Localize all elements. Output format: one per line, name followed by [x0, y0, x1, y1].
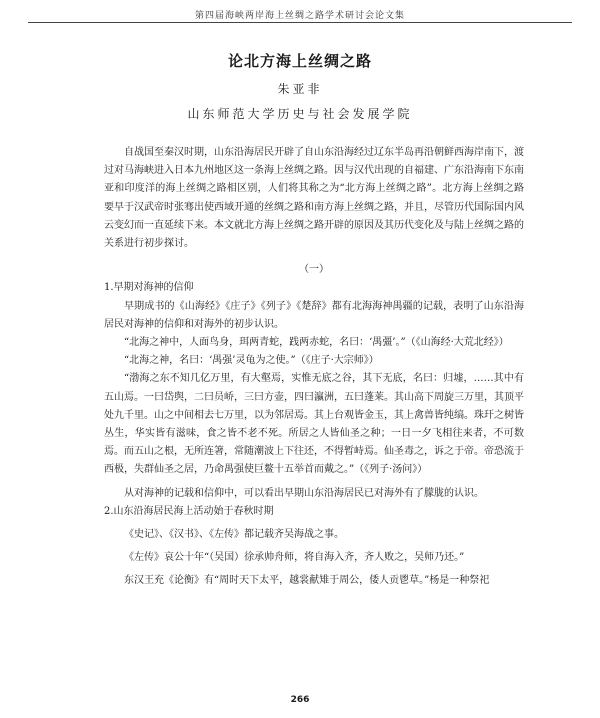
page-number: 266 [290, 695, 310, 705]
article-body [104, 144, 524, 591]
body-paragraph: 《史记》、《汉书》、《左传》都记载齐吴海战之事。 [124, 529, 344, 541]
page-title: 论北方海上丝绸之路 [227, 52, 372, 70]
quotation-paragraph: “渤海之东不知几亿万里，有大壑焉，实惟无底之谷，其下无底，名曰：归墟，……其中有五山焉。一曰岱舆，二曰员峤，三曰方壶，四曰瀛洲，五曰蓬莱。其山高下周旋三万里，其顶平处九千里。山之中间相去七万里，以为邻居焉。其上台观皆金玉，其上禽兽皆纯缟。珠玕之树皆丛生，华实皆有滋味，食之皆不老不死。所居之人皆仙圣之种；一日一夕飞相往来者，不可数焉。而五山之根，无所连箸，常随潮波上下往还，不得暂峙焉。仙圣毒之，诉之于帝。帝恐流于西极，失群仙圣之居，乃命禺强使巨鳌十五举首而戴之。”（《列子·汤问》） [104, 373, 524, 476]
affiliation: 山东师范大学历史与社会发展学院 [187, 107, 413, 121]
quotation-paragraph: “北海之神中，人面鸟身，珥两青蛇，践两赤蛇，名曰：‘禺彊’。”（《山海经·大荒北经》） [124, 337, 509, 349]
abstract-paragraph: 自战国至秦汉时期，山东沿海居民开辟了自山东沿海经过辽东半岛再沿朝鲜西海岸南下，渡过对马海峡进入日本九州地区这一条海上丝绸之路。因与汉代出现的自福建、广东沿海南下东南亚和印度洋的海上丝绸之路相区别，人们将其称之为“北方海上丝绸之路”。北方海上丝绸之路要早于汉武帝时张骞出使西域开通的丝绸之路和南方海上丝绸之路，并且，尽管历代国际国内风云变幻而一直延续下来。本文就北方海上丝绸之路开辟的原因及其历代变化及与陆上丝绸之路的关系进行初步探讨。 [104, 147, 524, 250]
author: 朱亚非 [277, 82, 323, 96]
quotation-paragraph: “北海之神，名曰：‘禺强’灵龟为之使。”（《庄子·大宗师》） [124, 355, 379, 367]
body-paragraph: 东汉王充《论衡》有“周时天下太平，越裳献雉于周公，倭人贡鬯草。”杨是一种祭祀 [124, 575, 490, 587]
section-marker: （一） [299, 264, 329, 276]
body-paragraph: 早期成书的《山海经》《庄子》《列子》《楚辞》都有北海海神禺疆的记载，表明了山东沿海居民对海神的信仰和对海外的初步认识。 [104, 300, 524, 330]
section-heading: 1.早期对海神的信仰 [104, 282, 194, 294]
body-paragraph: 《左传》哀公十年“（吴国）徐承帅舟师，将自海入齐，齐人败之，吴师乃还。” [124, 552, 465, 564]
running-header: 第四届海峡两岸海上丝绸之路学术研讨会论文集 [194, 11, 405, 21]
section-heading: 2.山东沿海居民海上活动始于春秋时期 [104, 505, 274, 517]
header-rule [28, 22, 572, 23]
body-paragraph: 从对海神的记载和信仰中，可以看出早期山东沿海居民已对海外有了朦胧的认识。 [124, 487, 484, 499]
